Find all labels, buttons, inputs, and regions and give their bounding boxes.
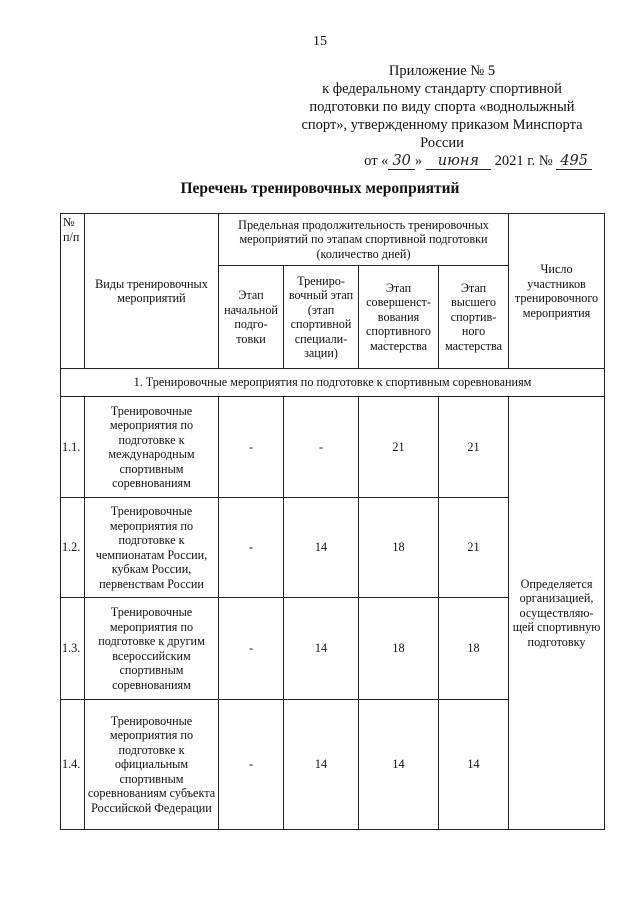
date-prefix: от « xyxy=(364,153,389,169)
row-stage-improvement: 14 xyxy=(359,700,439,830)
row-name: Тренировочные мероприятия по подготовке к другим всероссийским спортивным соревнованиям xyxy=(85,598,219,700)
header-num: № п/п xyxy=(61,214,85,369)
training-events-table xyxy=(60,213,605,830)
order-date-line xyxy=(292,152,592,170)
row-stage-initial: - xyxy=(219,700,284,830)
row-name: Тренировочные мероприятия по подготовке к чемпионатам России, кубкам России, первенствам России xyxy=(85,498,219,598)
appendix-header xyxy=(292,62,592,170)
row-stage-higher: 14 xyxy=(439,700,509,830)
row-stage-training: - xyxy=(284,397,359,498)
document-title: Перечень тренировочных мероприятий xyxy=(180,180,460,197)
header-duration: Предельная продолжительность тренировочных мероприятий по этапам спортивной подготовки (количество дней) xyxy=(219,214,509,266)
page-number: 15 xyxy=(313,34,327,49)
row-stage-training: 14 xyxy=(284,700,359,830)
handwritten-day: 30 xyxy=(388,153,414,170)
header-stage-initial: Этап начальной подго-товки xyxy=(219,266,284,369)
row-number: 1.4. xyxy=(61,700,85,830)
appendix-line-3: подготовки по виду спорта «воднолыжный xyxy=(309,99,575,115)
row-stage-higher: 18 xyxy=(439,598,509,700)
header-stage-training: Трениро-вочный этап (этап спортивной специали-зации) xyxy=(284,266,359,369)
row-stage-training: 14 xyxy=(284,498,359,598)
handwritten-order-number: 495 xyxy=(556,153,592,170)
row-number: 1.1. xyxy=(61,397,85,498)
appendix-line-5: России xyxy=(420,135,464,151)
appendix-line-4: спорт», утвержденному приказом Минспорта xyxy=(301,117,583,133)
appendix-line-1: Приложение № 5 xyxy=(388,63,496,79)
section-heading: 1. Тренировочные мероприятия по подготовке к спортивным соревнованиям xyxy=(61,369,605,397)
row-stage-improvement: 18 xyxy=(359,498,439,598)
row-stage-initial: - xyxy=(219,598,284,700)
header-stage-improvement: Этап совершенст-вования спортивного мастерства xyxy=(359,266,439,369)
header-stage-higher: Этап высшего спортив-ного мастерства xyxy=(439,266,509,369)
handwritten-month: июня xyxy=(426,153,491,170)
row-stage-training: 14 xyxy=(284,598,359,700)
header-participants: Число участников тренировочного мероприятия xyxy=(509,214,605,369)
header-types: Виды тренировочных мероприятий xyxy=(85,214,219,369)
row-name: Тренировочные мероприятия по подготовке к международным спортивным соревнованиям xyxy=(85,397,219,498)
row-number: 1.2. xyxy=(61,498,85,598)
row-stage-higher: 21 xyxy=(439,498,509,598)
year-text: 2021 г. № xyxy=(494,153,553,169)
row-number: 1.3. xyxy=(61,598,85,700)
appendix-line-2: к федеральному стандарту спортивной xyxy=(322,81,562,97)
row-stage-improvement: 18 xyxy=(359,598,439,700)
participants-note: Определяется организацией, осуществляю-щей спортивную подготовку xyxy=(509,397,605,830)
row-name: Тренировочные мероприятия по подготовке к официальным спортивным соревнованиям субъекта Российской Федерации xyxy=(85,700,219,830)
date-mid: » xyxy=(414,153,423,169)
row-stage-higher: 21 xyxy=(439,397,509,498)
table-row xyxy=(61,397,605,498)
row-stage-initial: - xyxy=(219,397,284,498)
row-stage-improvement: 21 xyxy=(359,397,439,498)
row-stage-initial: - xyxy=(219,498,284,598)
